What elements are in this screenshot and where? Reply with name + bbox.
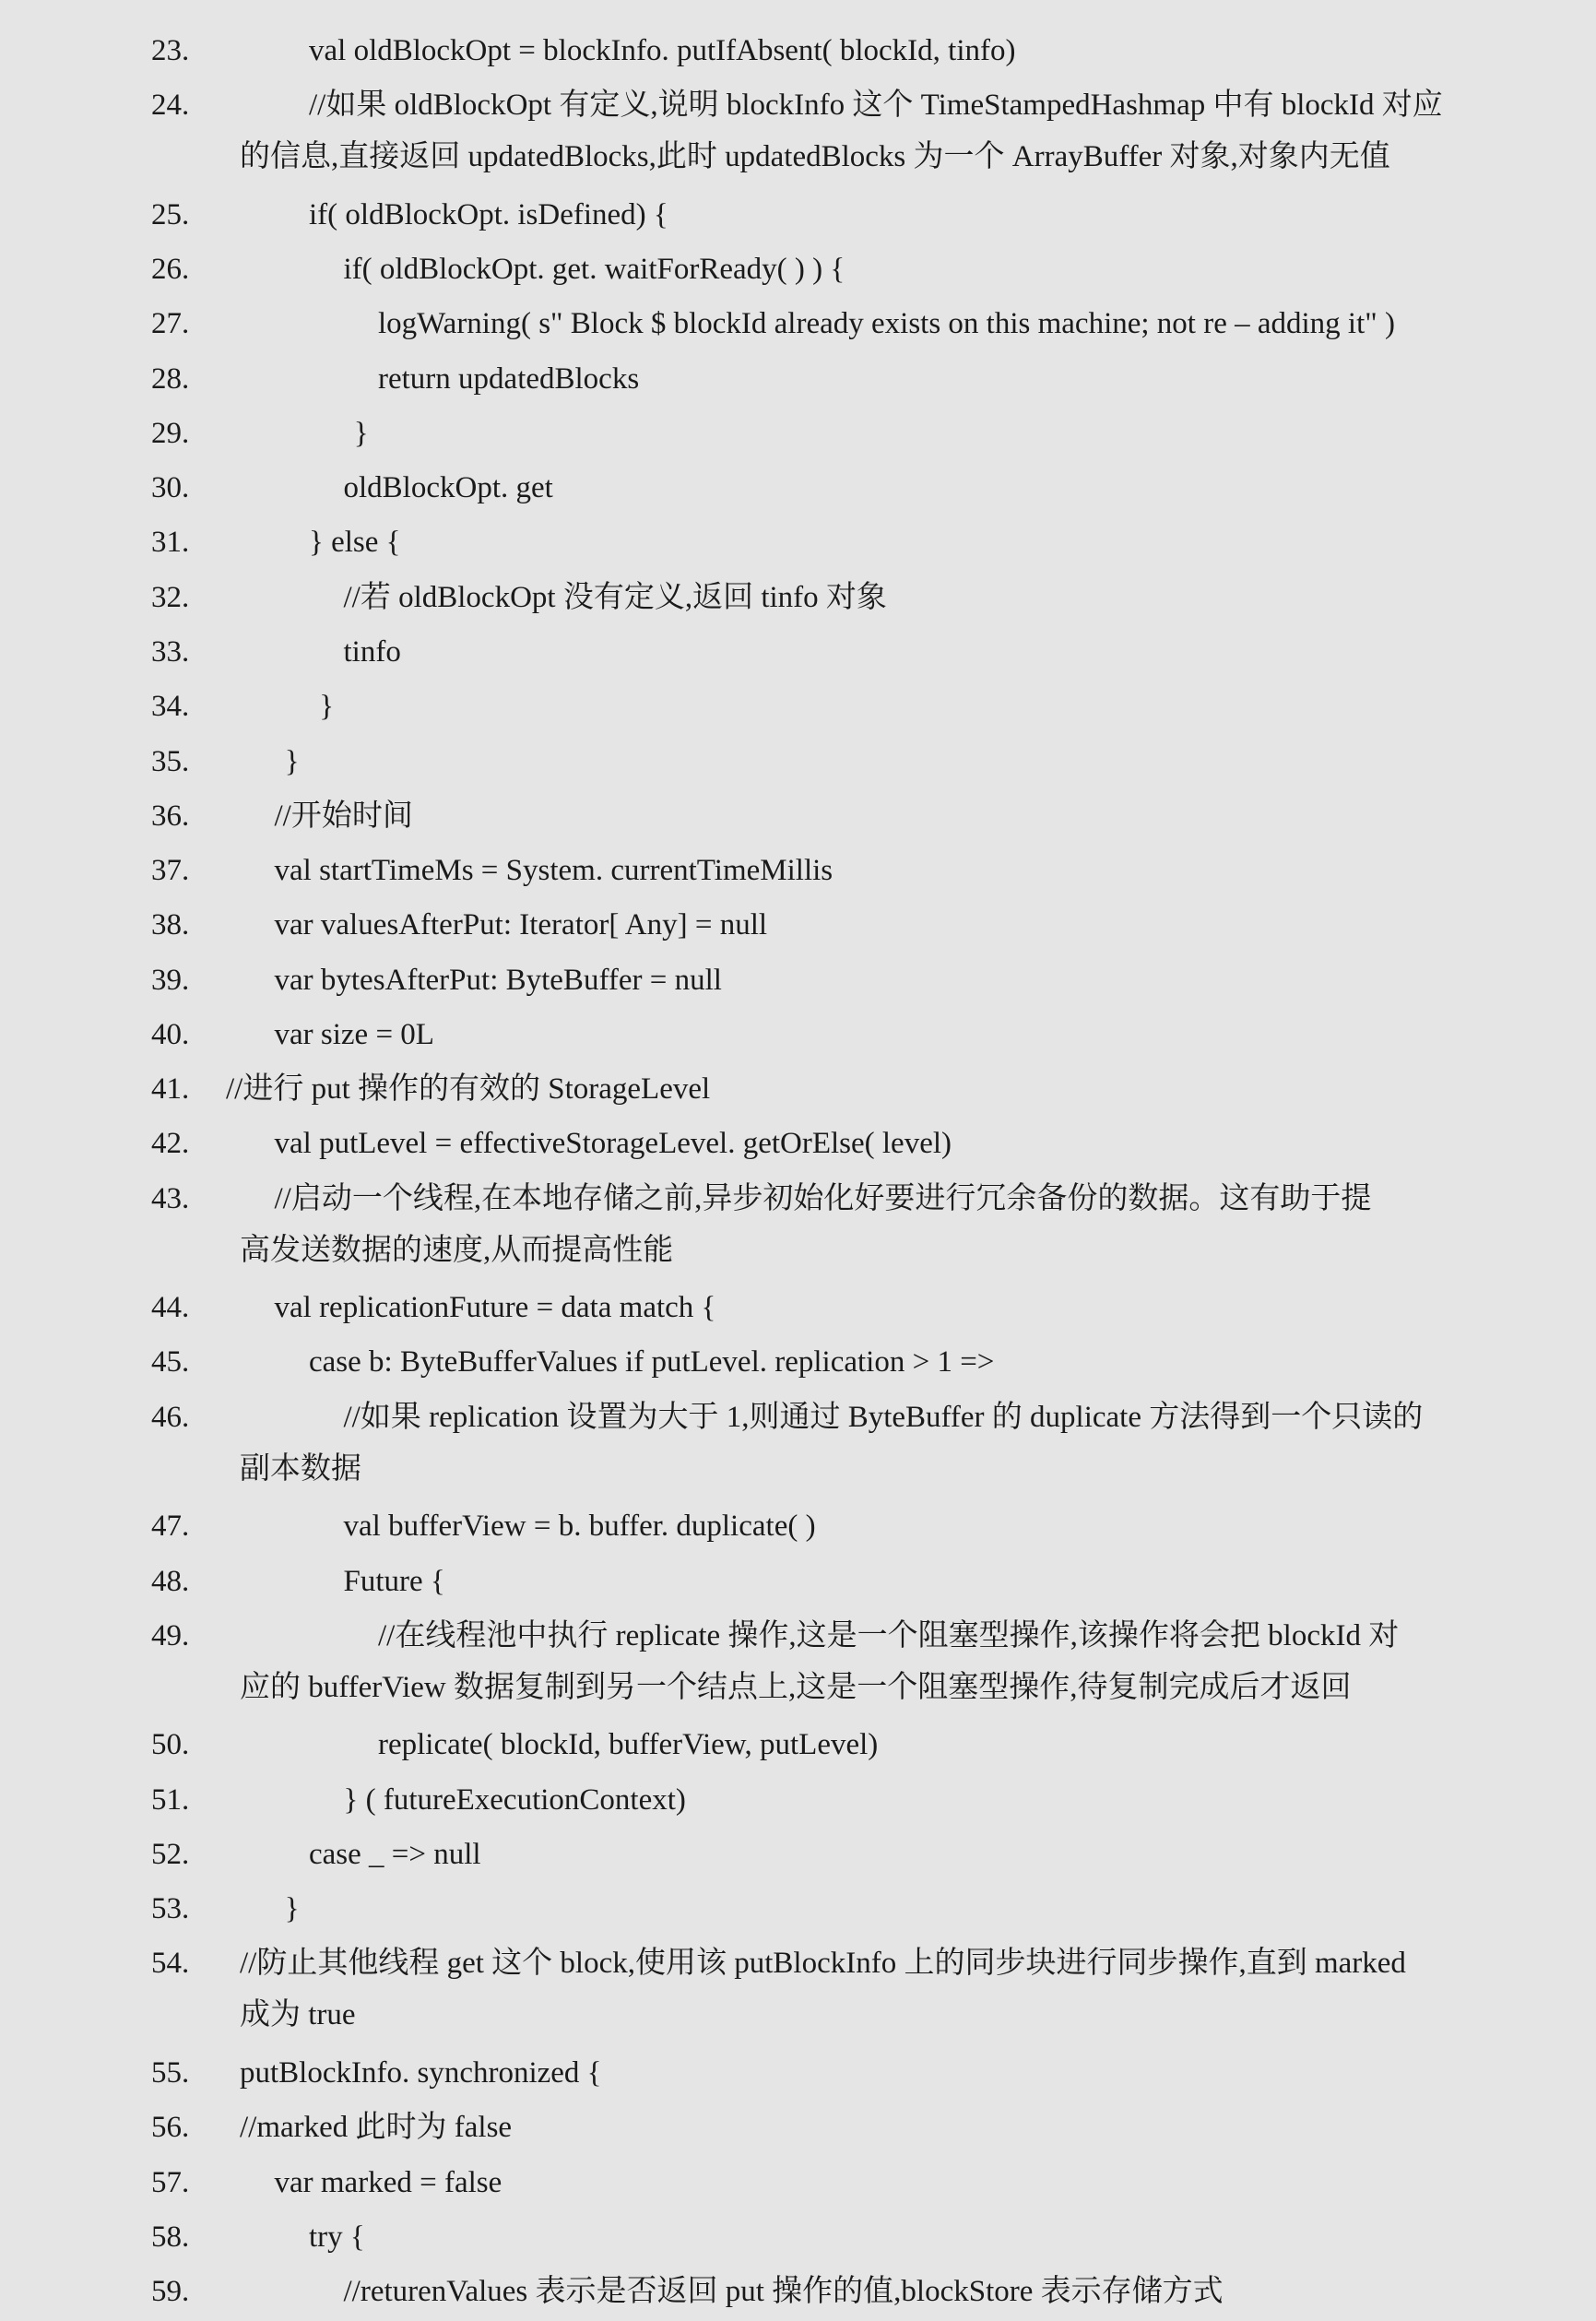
line-number: 29. [151, 416, 190, 450]
code-text: val oldBlockOpt = blockInfo. putIfAbsent( blockId, tinfo) [309, 34, 1016, 67]
code-line [0, 189, 1596, 241]
code-text-continuation: 高发送数据的速度,从而提高性能 [240, 1233, 674, 1267]
code-text: //marked 此时为 false [240, 2111, 513, 2145]
code-line [0, 899, 1596, 951]
code-text: Future { [343, 1564, 445, 1598]
code-line [0, 25, 1596, 77]
line-number: 37. [151, 854, 190, 888]
code-text: //防止其他线程 get 这个 block,使用该 putBlockInfo 上的同步块进行同步操作,直到 marked [240, 1947, 1406, 1981]
code-text: var marked = false [274, 2165, 502, 2199]
code-text: } [319, 690, 335, 724]
code-text-continuation: 的信息,直接返回 updatedBlocks,此时 updatedBlocks 为一个 ArrayBuffer 对象,对象内无值 [240, 140, 1390, 174]
line-number: 27. [151, 307, 190, 341]
code-line [0, 845, 1596, 896]
code-text: case _ => null [309, 1837, 481, 1871]
code-line [0, 2157, 1596, 2209]
code-line [0, 1009, 1596, 1060]
code-text: } else { [309, 526, 401, 560]
code-line [0, 1282, 1596, 1333]
code-line [0, 1063, 1596, 1115]
code-text: } [284, 744, 300, 778]
line-number: 58. [151, 2220, 190, 2254]
code-line [0, 572, 1596, 623]
line-number: 55. [151, 2055, 190, 2090]
code-line [0, 462, 1596, 514]
code-text: //在线程池中执行 replicate 操作,这是一个阻塞型操作,该操作将会把 blockId 对 [378, 1618, 1400, 1652]
code-text: try { [309, 2220, 365, 2254]
code-text: } [353, 416, 369, 450]
code-text: case b: ByteBufferValues if putLevel. replication > 1 => [309, 1345, 995, 1380]
code-line [0, 1118, 1596, 1169]
code-text: putBlockInfo. synchronized { [240, 2055, 602, 2090]
code-line [0, 1500, 1596, 1552]
line-number: 38. [151, 908, 190, 942]
code-text: var bytesAfterPut: ByteBuffer = null [274, 963, 722, 997]
code-line [0, 1774, 1596, 1826]
line-number: 35. [151, 744, 190, 778]
code-line [0, 1829, 1596, 1880]
code-line [0, 408, 1596, 459]
code-text-continuation: 副本数据 [240, 1451, 361, 1486]
line-number: 45. [151, 1345, 190, 1380]
code-text: //returenValues 表示是否返回 put 操作的值,blockStore 表示存储方式 [343, 2275, 1224, 2309]
code-text: } ( futureExecutionContext) [343, 1782, 686, 1817]
line-number: 44. [151, 1291, 190, 1325]
code-line [0, 2047, 1596, 2099]
code-text: var valuesAfterPut: Iterator[ Any] = null [274, 908, 768, 942]
line-number: 30. [151, 471, 190, 505]
code-text: logWarning( s" Block $ blockId already exists on this machine; not re – adding it" ) [378, 307, 1395, 341]
code-text: oldBlockOpt. get [343, 471, 553, 505]
code-text: //启动一个线程,在本地存储之前,异步初始化好要进行冗余备份的数据。这有助于提 [274, 1181, 1372, 1215]
line-number: 26. [151, 253, 190, 287]
code-line [0, 516, 1596, 568]
line-number: 50. [151, 1728, 190, 1762]
code-line [0, 79, 1596, 183]
line-number: 31. [151, 526, 190, 560]
code-text-continuation: 应的 bufferView 数据复制到另一个结点上,这是一个阻塞型操作,待复制完成后才返回 [240, 1670, 1352, 1704]
line-number: 33. [151, 634, 190, 669]
code-text: //如果 oldBlockOpt 有定义,说明 blockInfo 这个 TimeStampedHashmap 中有 blockId 对应 [309, 89, 1443, 123]
code-line [0, 243, 1596, 295]
code-line [0, 1610, 1596, 1713]
code-text-continuation: 成为 true [240, 1998, 356, 2032]
code-line [0, 2211, 1596, 2263]
line-number: 39. [151, 963, 190, 997]
line-number: 48. [151, 1564, 190, 1598]
code-text: //如果 replication 设置为大于 1,则通过 ByteBuffer 的 duplicate 方法得到一个只读的 [343, 1400, 1424, 1434]
code-text: tinfo [343, 634, 401, 669]
line-number: 24. [151, 89, 190, 123]
code-text: var size = 0L [274, 1017, 434, 1051]
code-line [0, 626, 1596, 678]
code-line [0, 298, 1596, 349]
line-number: 28. [151, 361, 190, 396]
code-line [0, 1173, 1596, 1276]
line-number: 32. [151, 580, 190, 614]
line-number: 47. [151, 1510, 190, 1544]
code-text: if( oldBlockOpt. isDefined) { [309, 197, 668, 231]
code-line [0, 1391, 1596, 1495]
code-line [0, 954, 1596, 1006]
code-line [0, 1883, 1596, 1935]
code-line [0, 1719, 1596, 1770]
line-number: 23. [151, 34, 190, 67]
code-text: replicate( blockId, bufferView, putLevel) [378, 1728, 879, 1762]
line-number: 51. [151, 1782, 190, 1817]
code-text: val putLevel = effectiveStorageLevel. getOrElse( level) [274, 1127, 952, 1161]
code-line [0, 681, 1596, 732]
line-number: 54. [151, 1947, 190, 1981]
code-text: //进行 put 操作的有效的 StorageLevel [226, 1072, 711, 1107]
code-line [0, 736, 1596, 787]
code-line [0, 2102, 1596, 2153]
code-text: //开始时间 [274, 799, 413, 833]
line-number: 40. [151, 1017, 190, 1051]
code-text: if( oldBlockOpt. get. waitForReady( ) ) { [343, 253, 845, 287]
line-number: 46. [151, 1400, 190, 1434]
line-number: 25. [151, 197, 190, 231]
line-number: 41. [151, 1072, 190, 1107]
line-number: 34. [151, 690, 190, 724]
code-line [0, 2266, 1596, 2317]
line-number: 56. [151, 2111, 190, 2145]
code-line [0, 353, 1596, 405]
code-line [0, 1556, 1596, 1607]
code-line [0, 1937, 1596, 2041]
code-text: val replicationFuture = data match { [274, 1291, 716, 1325]
line-number: 43. [151, 1181, 190, 1215]
line-number: 59. [151, 2275, 190, 2309]
line-number: 53. [151, 1892, 190, 1926]
code-line [0, 790, 1596, 842]
code-line [0, 1336, 1596, 1388]
code-text: } [284, 1892, 300, 1926]
code-text: //若 oldBlockOpt 没有定义,返回 tinfo 对象 [343, 580, 887, 614]
code-text: val bufferView = b. buffer. duplicate( ) [343, 1510, 816, 1544]
code-text: return updatedBlocks [378, 361, 640, 396]
line-number: 49. [151, 1618, 190, 1652]
line-number: 52. [151, 1837, 190, 1871]
line-number: 42. [151, 1127, 190, 1161]
line-number: 36. [151, 799, 190, 833]
code-text: val startTimeMs = System. currentTimeMillis [274, 854, 833, 888]
line-number: 57. [151, 2165, 190, 2199]
